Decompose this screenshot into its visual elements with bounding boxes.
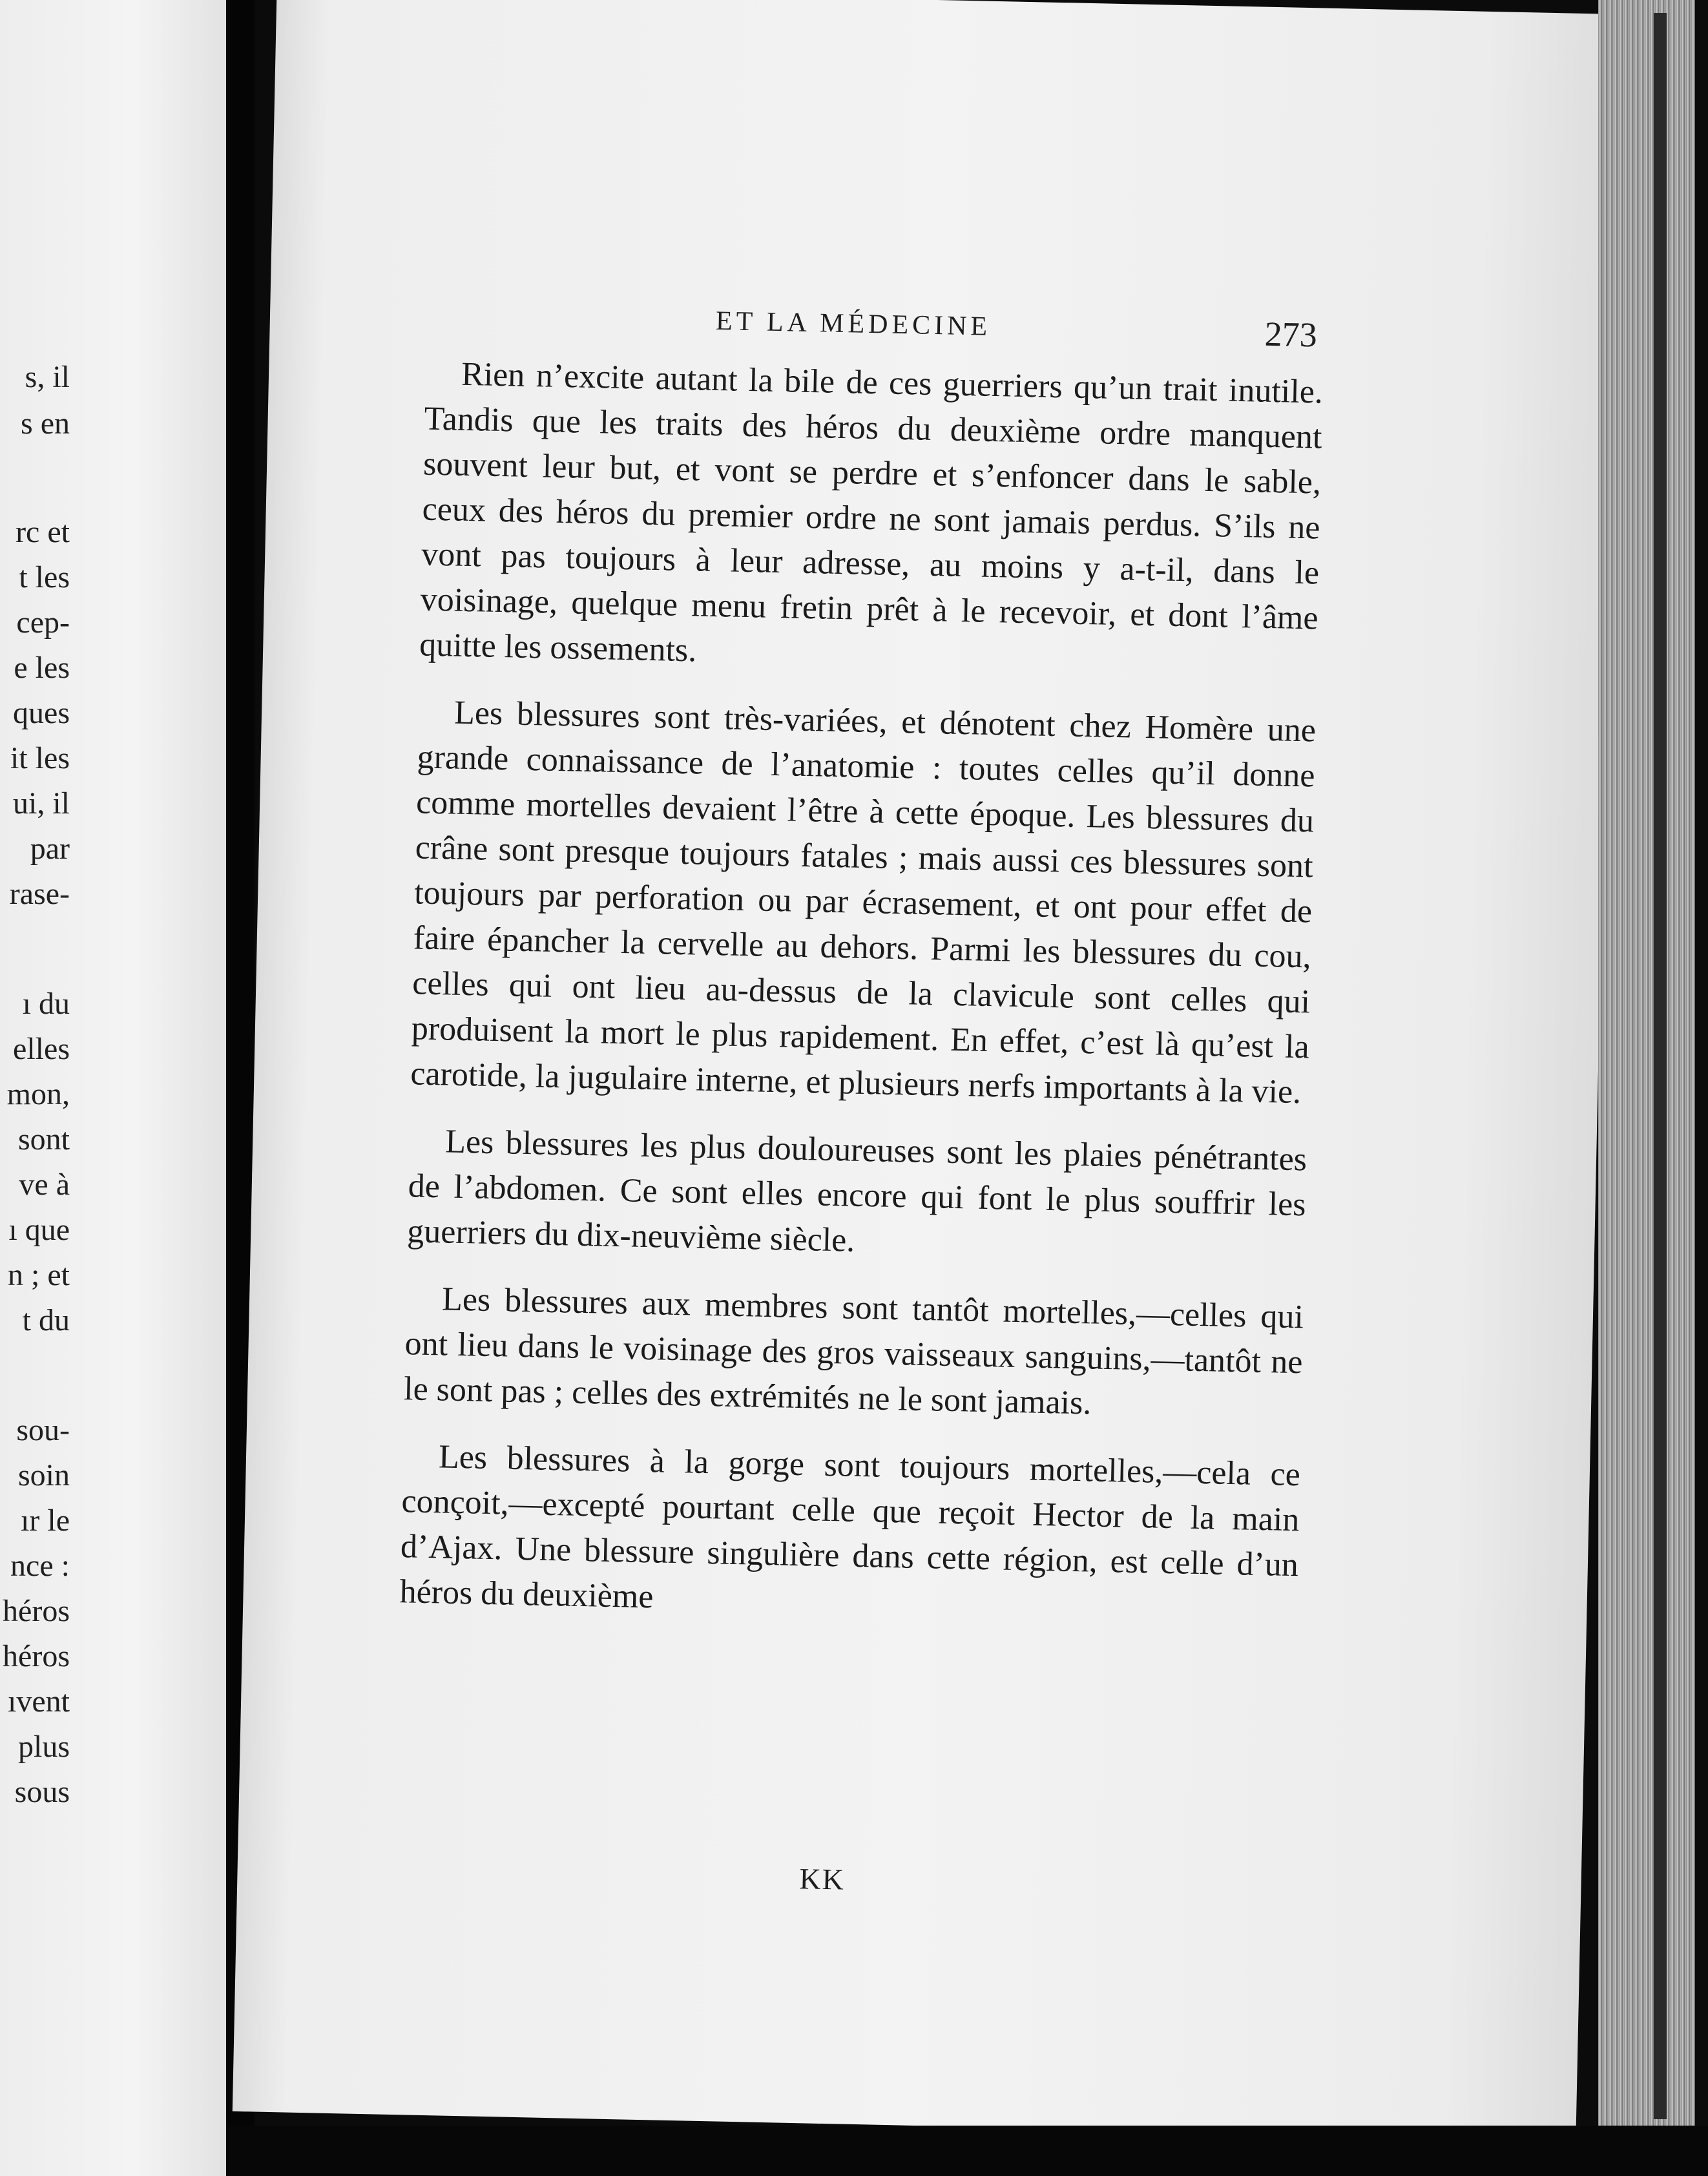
facing-page-line: rc et (16, 515, 70, 549)
facing-page-line: cep- (16, 605, 70, 640)
facing-page-line: ques (13, 696, 70, 730)
binding-edge (1654, 13, 1667, 2119)
paragraph: Les blessures sont très-variées, et dénotent chez Homère une grande connaissance de l’anatomie : toutes celles qu’il donne comme mortelles devaient l’être à cette époque. Les blessures du crâne sont presque toujours fatales ; mais aussi ces blessures sont toujours par perforation ou par écrasement, et ont pour effet de faire épancher la cervelle au dehors. Parmi les blessures du cou, celles qui ont lieu au-dessus de la clavicule sont celles qui produisent la mort le plus rapidement. En effet, c’est là qu’est la carotide, la jugulaire interne, et plusieurs nerfs importants à la vie. (410, 694, 1317, 1111)
facing-page-line: s, il (25, 360, 70, 394)
facing-page-line: t les (19, 560, 70, 594)
facing-page-line: par (30, 832, 70, 866)
facing-page-line: rase- (9, 877, 70, 911)
facing-page-line: héros (3, 1639, 70, 1673)
scan-border (226, 2126, 1708, 2176)
facing-page-line: sou- (16, 1413, 70, 1447)
facing-page-line: ve à (19, 1167, 70, 1202)
facing-page-line: n ; et (8, 1258, 70, 1292)
facing-page-line: t du (22, 1303, 70, 1337)
facing-page-line: ı que (8, 1213, 70, 1247)
facing-page-line: mon, (6, 1077, 70, 1111)
facing-page-line: nce : (10, 1549, 70, 1583)
facing-page-line: e les (14, 651, 70, 685)
facing-page-line: ı du (22, 987, 70, 1021)
running-head: ET LA MÉDECINE (715, 306, 992, 342)
paragraph: Rien n’excite autant la bile de ces guerriers qu’un trait inutile. Tandis que les traits des héros du deuxième ordre manquent souvent leur but, et vont se perdre et s’enfoncer dans le sable, ceux des héros du premier ordre ne sont jamais perdus. S’ils ne vont pas toujours à leur adresse, au moins y a-t-il, dans le voisinage, quelque menu fretin prêt à le recevoir, et dont l’âme quitte les ossements. (419, 355, 1324, 669)
facing-page-line: héros (3, 1594, 70, 1628)
facing-page-line: soin (17, 1458, 70, 1492)
facing-page-line: ıvent (8, 1684, 70, 1719)
facing-page-fragment (0, 0, 226, 2176)
page-edges (1598, 0, 1695, 2139)
paragraph: Les blessures les plus douloureuses sont les plaies pénétrantes de l’abdomen. Ce sont elles encore qui font le plus souffrir les guerriers du dix-neuvième siècle. (406, 1123, 1307, 1259)
page-number: 273 (1264, 314, 1318, 355)
body-text (399, 351, 1323, 1656)
facing-page-line: it les (10, 741, 70, 775)
facing-page-line: sont (17, 1122, 70, 1156)
facing-page-line: plus (17, 1730, 70, 1764)
facing-page-line: s en (21, 406, 70, 441)
facing-page-line: ır le (21, 1503, 70, 1538)
paragraph: Les blessures aux membres sont tantôt mortelles,—celles qui ont lieu dans le voisinage des gros vaisseaux sanguins,—tantôt ne le sont pas ; celles des extrémités ne le sont jamais. (403, 1281, 1304, 1422)
book-page (233, 0, 1620, 2139)
facing-page-line: sous (14, 1775, 70, 1809)
facing-page-line: ui, il (12, 786, 70, 821)
signature-mark: KK (798, 1862, 846, 1896)
paragraph: Les blessures à la gorge sont toujours mortelles,—cela ce conçoit,—excepté pourtant celle que reçoit Hector de la main d’Ajax. Une blessure singulière dans cette région, est celle d’un héros du deuxième (399, 1438, 1301, 1616)
facing-page-line: elles (13, 1032, 70, 1066)
